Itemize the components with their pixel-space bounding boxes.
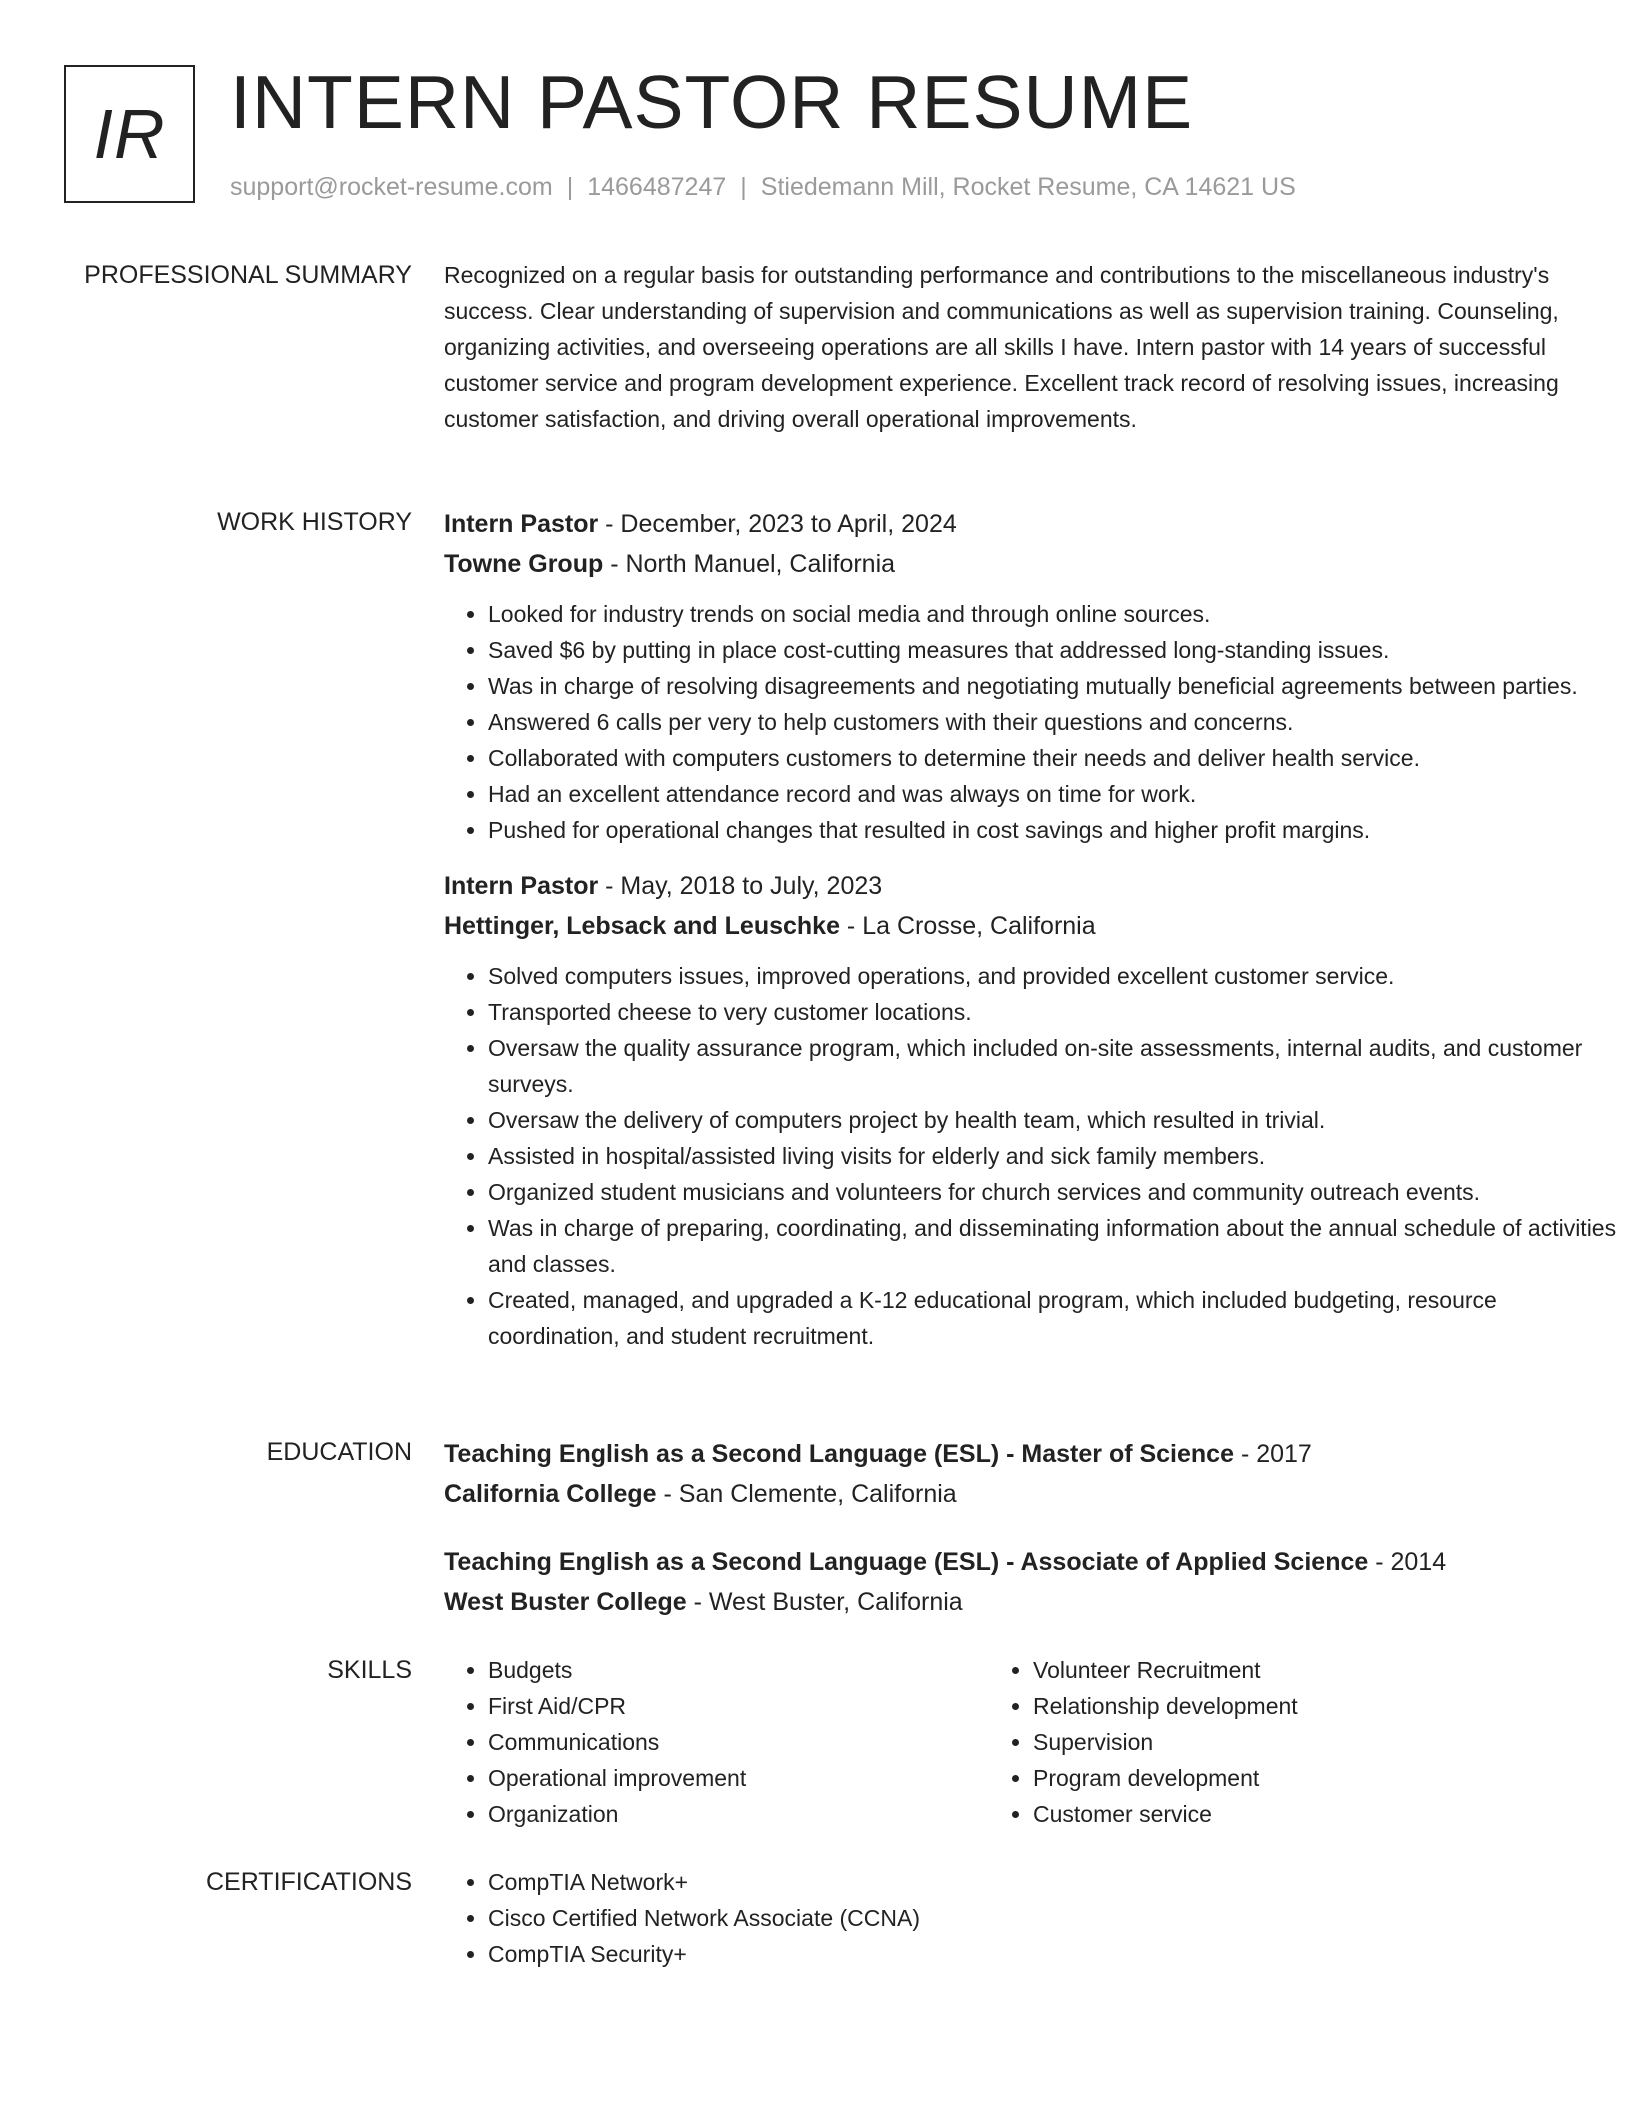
skills-list (444, 1652, 989, 1832)
section-title-work-history: WORK HISTORY (217, 508, 412, 536)
skills-body (444, 1652, 1624, 1832)
work-history-body (444, 504, 1624, 1372)
certifications-body (444, 1864, 1624, 1972)
education-body (444, 1434, 1624, 1650)
job-title-line (444, 504, 1624, 544)
summary-text: Recognized on a regular basis for outstanding performance and contributions to the miscellaneous industry's success. Clear understanding of supervision and communications as well as supervision training. Counseling, organizing activities, and overseeing operations are all skills I have. Intern pastor with 14 years of successful customer service and program development experience. Excellent track record of resolving issues, increasing customer satisfaction, and driving overall operational improvements. (444, 262, 1559, 432)
section-title-skills: SKILLS (327, 1656, 412, 1684)
education-location: - San Clemente, California (656, 1480, 957, 1508)
certifications-list (444, 1864, 1624, 1972)
job-bullet: • Pushed for operational changes that resulted in cost savings and higher profit margins. (488, 812, 1624, 848)
job-title-line (444, 866, 1624, 906)
education-school: California College (444, 1480, 657, 1508)
job-bullet: • Had an excellent attendance record and was always on time for work. (488, 776, 1624, 812)
education-year: - 2014 (1368, 1548, 1447, 1576)
job-bullet: • Created, managed, and upgraded a K-12 educational program, which included budgeting, resource coordination, and student recruitment. (488, 1282, 1624, 1354)
job-company-line (444, 544, 1624, 584)
job-entry (444, 866, 1624, 1354)
job-dates: - December, 2023 to April, 2024 (598, 510, 957, 538)
skill-item: • Relationship development (1033, 1688, 1534, 1724)
skill-item: • Operational improvement (488, 1760, 989, 1796)
education-degree: Teaching English as a Second Language (ESL) - Associate of Applied Science (444, 1548, 1369, 1576)
job-bullet: • Collaborated with computers customers to determine their needs and deliver health service. (488, 740, 1624, 776)
education-degree-line (444, 1542, 1624, 1582)
education-entry (444, 1542, 1624, 1622)
job-bullet: • Solved computers issues, improved operations, and provided excellent customer service. (488, 958, 1624, 994)
skill-item: • Supervision (1033, 1724, 1534, 1760)
certification-item: • CompTIA Security+ (488, 1936, 1624, 1972)
job-dates: - May, 2018 to July, 2023 (598, 872, 883, 900)
section-title-certifications: CERTIFICATIONS (205, 1868, 412, 1896)
skill-item: • Organization (488, 1796, 989, 1832)
education-school: West Buster College (444, 1588, 687, 1616)
job-company: Hettinger, Lebsack and Leuschke (444, 912, 840, 940)
job-bullet: • Answered 6 calls per very to help customers with their questions and concerns. (488, 704, 1624, 740)
monogram-logo: IR (64, 65, 195, 203)
section-title-education: EDUCATION (266, 1438, 412, 1466)
job-bullet: • Looked for industry trends on social media and through online sources. (488, 596, 1624, 632)
skill-item: • Budgets (488, 1652, 989, 1688)
contact-separator: | (740, 173, 747, 201)
job-bullet: • Was in charge of resolving disagreements and negotiating mutually beneficial agreements between parties. (488, 668, 1624, 704)
job-bullet: • Saved $6 by putting in place cost-cutting measures that addressed long-standing issues. (488, 632, 1624, 668)
job-entry (444, 504, 1624, 848)
education-year: - 2017 (1234, 1440, 1312, 1468)
skills-column-left (444, 1652, 989, 1832)
skill-item: • Communications (488, 1724, 989, 1760)
education-degree-line (444, 1434, 1624, 1474)
summary-body (444, 257, 1624, 437)
education-location: - West Buster, California (686, 1588, 963, 1616)
skill-item: • Customer service (1033, 1796, 1534, 1832)
job-bullet: • Assisted in hospital/assisted living visits for elderly and sick family members. (488, 1138, 1624, 1174)
education-degree: Teaching English as a Second Language (ESL) - Master of Science (444, 1440, 1234, 1468)
contact-phone[interactable]: 1466487247 (587, 173, 727, 201)
contact-separator: | (566, 173, 574, 201)
certification-item: • Cisco Certified Network Associate (CCNA) (488, 1900, 1624, 1936)
skill-item: • Program development (1033, 1760, 1534, 1796)
skill-item: • First Aid/CPR (488, 1688, 989, 1724)
job-location: - North Manuel, California (603, 550, 896, 578)
contact-address: Stiedemann Mill, Rocket Resume, CA 14621 US (760, 173, 1296, 201)
job-bullet: • Organized student musicians and volunteers for church services and community outreach events. (488, 1174, 1624, 1210)
education-entry (444, 1434, 1624, 1514)
section-title-summary: PROFESSIONAL SUMMARY (84, 261, 412, 289)
education-school-line (444, 1582, 1624, 1622)
resume-title: INTERN PASTOR RESUME (230, 60, 1194, 144)
skills-list (989, 1652, 1534, 1832)
job-bullet: • Was in charge of preparing, coordinating, and disseminating information about the annual schedule of activities and classes. (488, 1210, 1624, 1282)
resume-header (64, 60, 1568, 215)
job-company-line (444, 906, 1624, 946)
contact-email[interactable]: support@rocket-resume.com (230, 173, 553, 201)
job-bullet: • Transported cheese to very customer locations. (488, 994, 1624, 1030)
certification-item: • CompTIA Network+ (488, 1864, 1624, 1900)
job-bullets (444, 596, 1624, 848)
job-bullets (444, 958, 1624, 1354)
job-role: Intern Pastor (444, 510, 599, 538)
contact-line (230, 173, 1296, 202)
job-bullet: • Oversaw the quality assurance program, which included on-site assessments, internal audits, and customer surveys. (488, 1030, 1624, 1102)
job-role: Intern Pastor (444, 872, 599, 900)
education-school-line (444, 1474, 1624, 1514)
job-bullet: • Oversaw the delivery of computers project by health team, which resulted in trivial. (488, 1102, 1624, 1138)
skills-column-right (989, 1652, 1534, 1832)
skill-item: • Volunteer Recruitment (1033, 1652, 1534, 1688)
job-company: Towne Group (444, 550, 604, 578)
job-location: - La Crosse, California (839, 912, 1096, 940)
skills-grid (444, 1652, 1624, 1832)
